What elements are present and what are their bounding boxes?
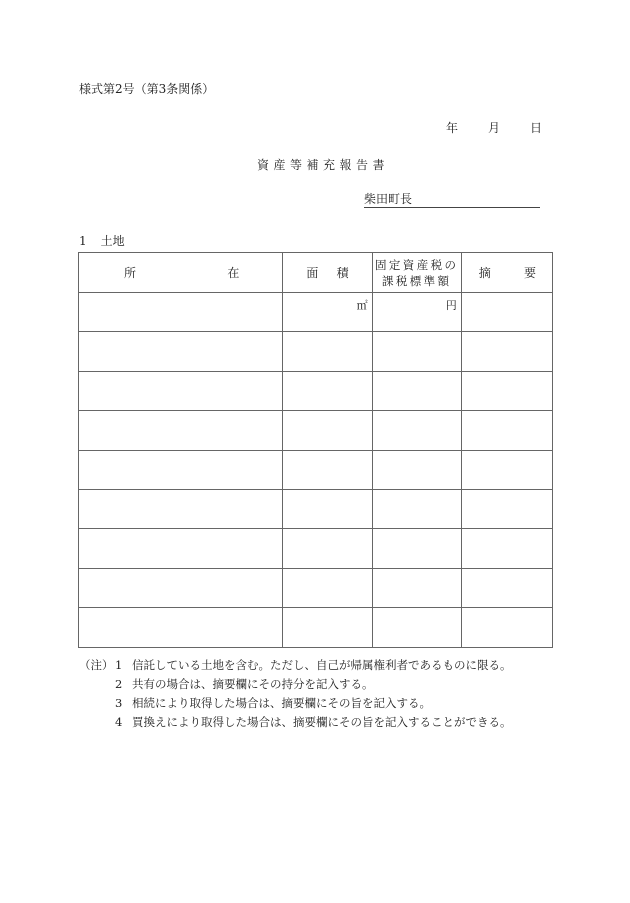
cell-area[interactable] [283,450,372,489]
header-remarks-char2: 要 [523,266,536,280]
table-header-row [79,253,553,293]
cell-location[interactable] [79,450,283,489]
unit-yen: 円 [445,299,457,312]
header-assessed-value [372,253,461,293]
header-remarks-char1: 摘 [478,266,491,280]
note-item [79,675,512,694]
table-row [79,332,553,371]
header-area [283,253,372,293]
cell-value[interactable] [372,411,461,450]
header-remarks [461,253,552,293]
cell-area[interactable] [283,608,372,647]
addressee-field[interactable] [364,192,540,208]
note-text: 信託している土地を含む。ただし、自己が帰属権利者であるものに限る。 [132,658,512,672]
note-number: 4 [115,715,123,729]
cell-value[interactable] [372,608,461,647]
note-number: 2 [115,677,123,691]
cell-remarks[interactable] [461,332,552,371]
date-month: 月 [488,121,501,135]
section-number: 1 [79,234,87,248]
cell-value[interactable] [372,371,461,410]
table-row [79,450,553,489]
header-location-char2: 在 [227,266,240,280]
header-area-char1: 面 [306,266,319,280]
document-title: 資産等補充報告書 [257,158,390,172]
cell-area[interactable] [283,568,372,607]
table-row [79,529,553,568]
cell-remarks[interactable] [461,293,552,332]
header-location [79,253,283,293]
cell-area[interactable] [283,332,372,371]
form-number: 様式第2号（第3条関係） [79,82,215,96]
section-label: 土地 [100,234,125,248]
cell-area[interactable] [283,489,372,528]
cell-location[interactable] [79,371,283,410]
cell-value[interactable] [372,489,461,528]
note-number: 3 [115,696,123,710]
notes-label: （注） [79,658,114,672]
note-item [79,656,512,675]
note-text: 共有の場合は、摘要欄にその持分を記入する。 [132,677,374,691]
cell-location[interactable] [79,529,283,568]
cell-area[interactable] [283,529,372,568]
cell-location[interactable] [79,293,283,332]
cell-remarks[interactable] [461,371,552,410]
section-title [79,232,125,249]
unit-square-meter: ㎡ [356,299,368,312]
cell-remarks[interactable] [461,489,552,528]
addressee-label: 柴田町長 [364,192,413,206]
cell-remarks[interactable] [461,608,552,647]
header-area-char2: 積 [336,266,349,280]
note-item [79,694,512,713]
cell-value[interactable] [372,293,461,332]
table-row [79,568,553,607]
cell-value[interactable] [372,450,461,489]
header-value-line2: 課税標準額 [381,273,452,288]
header-value-line1: 固定資産税の [375,257,459,272]
cell-location[interactable] [79,608,283,647]
cell-location[interactable] [79,489,283,528]
table-row [79,293,553,332]
cell-area[interactable] [283,371,372,410]
cell-value[interactable] [372,529,461,568]
date-day: 日 [530,121,543,135]
cell-area[interactable] [283,293,372,332]
note-item [79,713,512,732]
notes [79,656,512,732]
table-row [79,608,553,647]
table-row [79,371,553,410]
cell-location[interactable] [79,411,283,450]
cell-remarks[interactable] [461,529,552,568]
cell-remarks[interactable] [461,568,552,607]
header-location-char1: 所 [124,266,137,280]
note-text: 相続により取得した場合は、摘要欄にその旨を記入する。 [132,696,431,710]
cell-location[interactable] [79,332,283,371]
date-line [446,119,542,136]
cell-remarks[interactable] [461,450,552,489]
cell-remarks[interactable] [461,411,552,450]
table-row [79,489,553,528]
table-row [79,411,553,450]
note-number: 1 [115,658,123,672]
cell-location[interactable] [79,568,283,607]
note-text: 買換えにより取得した場合は、摘要欄にその旨を記入することができる。 [132,715,512,729]
cell-area[interactable] [283,411,372,450]
cell-value[interactable] [372,332,461,371]
cell-value[interactable] [372,568,461,607]
land-table [78,252,553,648]
date-year: 年 [446,121,459,135]
